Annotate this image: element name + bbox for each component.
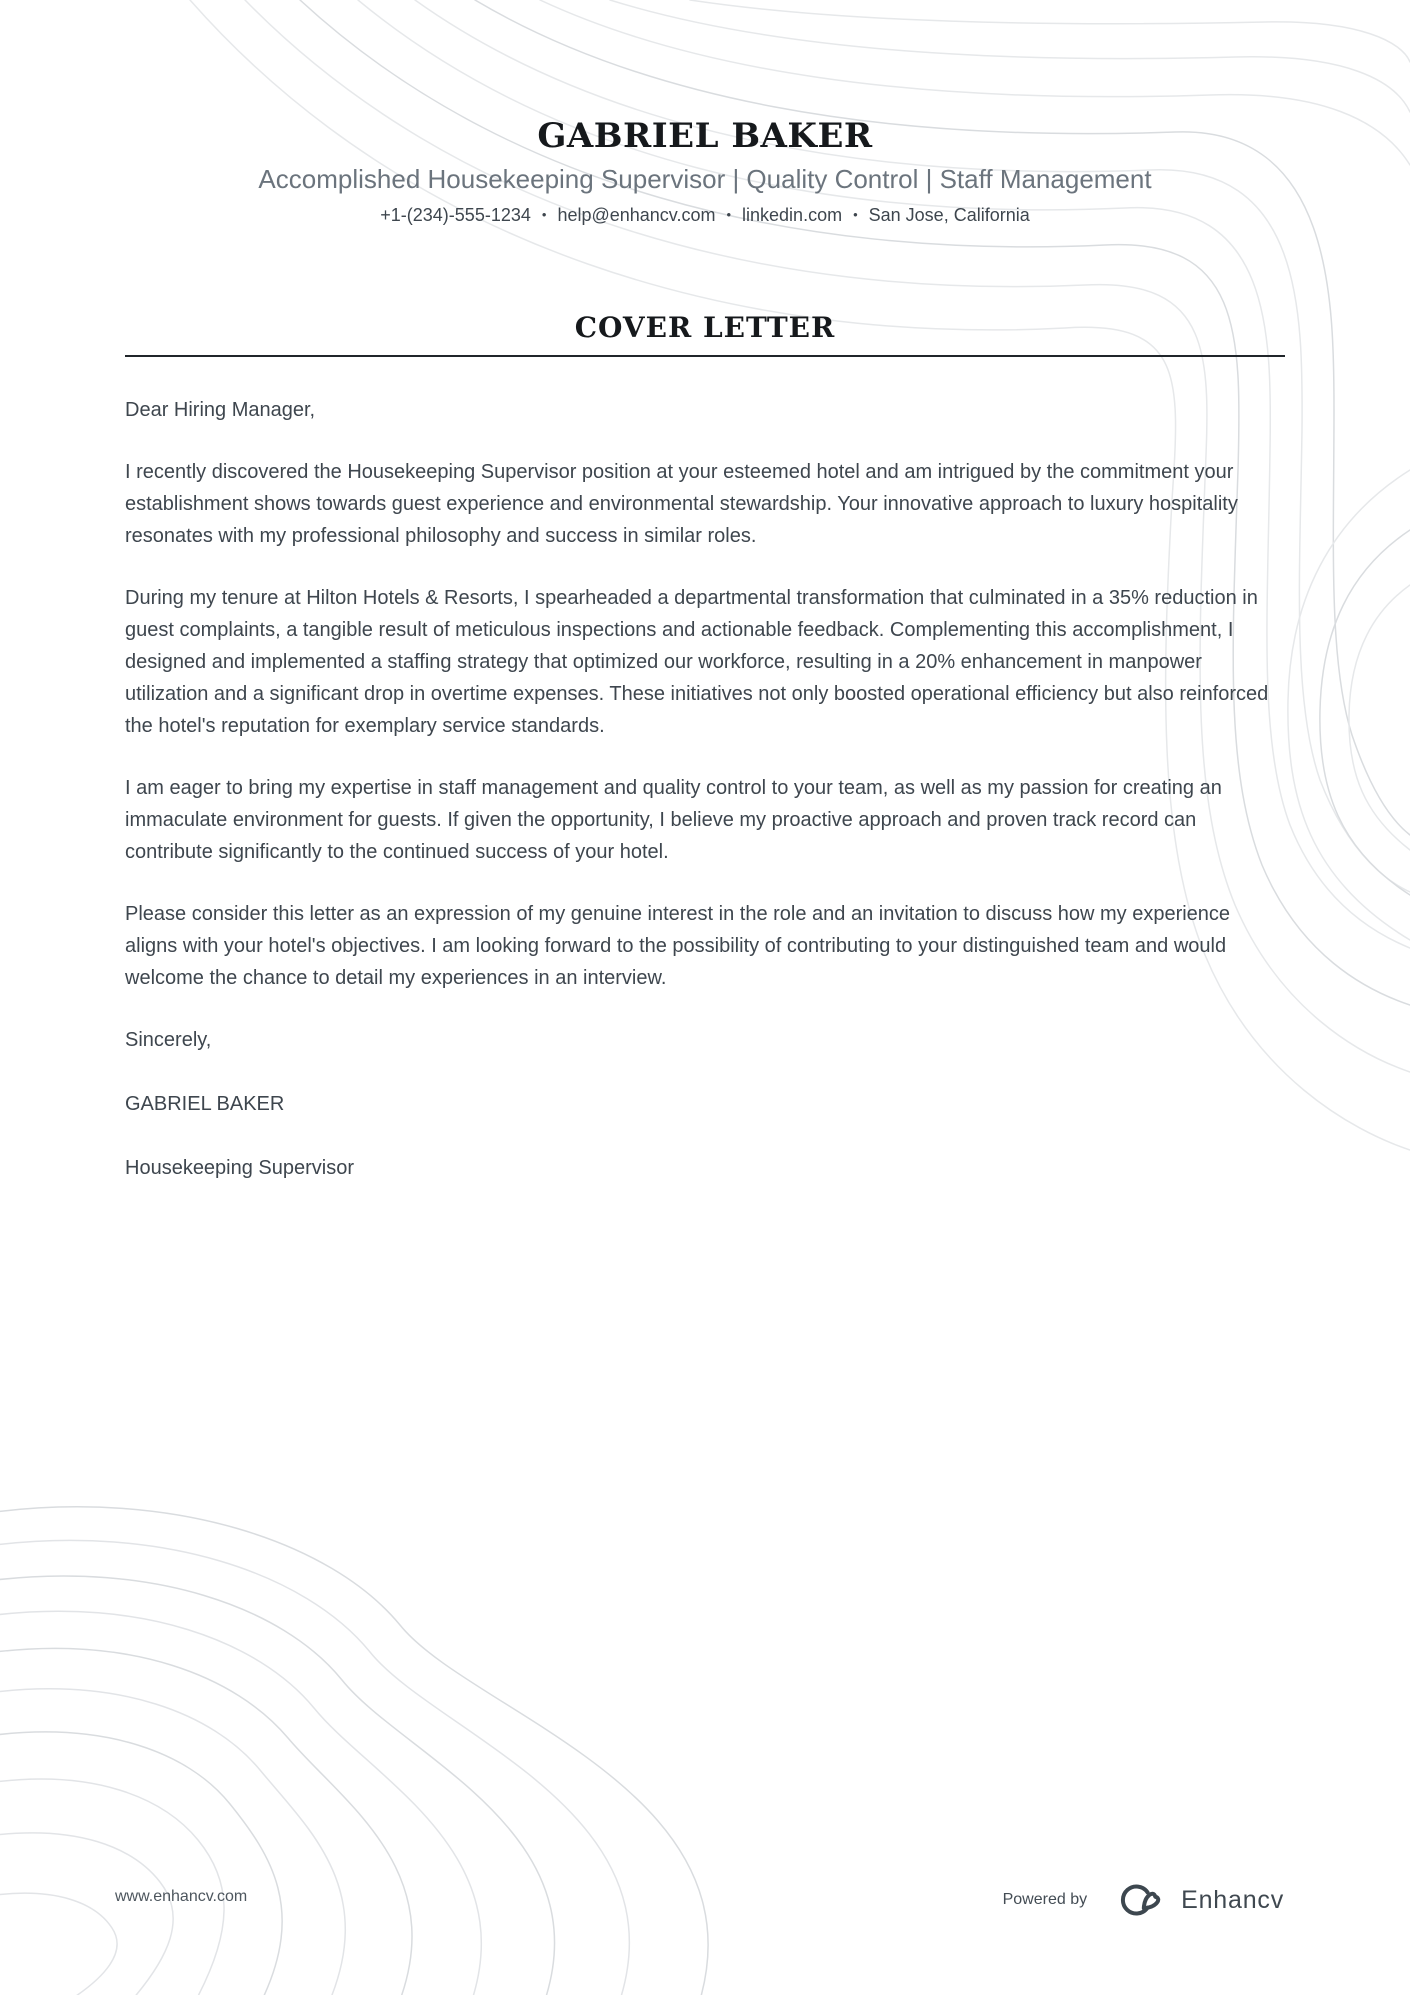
letter-paragraph: I am eager to bring my expertise in staff management and quality control to your team, as well as my passion for creating an immaculate environment for guests. If given the opportunity, I believe my proactive approach and proven track record can contribute significantly to the continued success of your hotel. [125, 777, 1222, 864]
contact-phone: +1-(234)-555-1234 [380, 204, 531, 225]
cover-letter-title: COVER LETTER [574, 310, 836, 344]
contact-email[interactable]: help@enhancv.com [557, 204, 716, 225]
letter-paragraph: Please consider this letter as an expression of my genuine interest in the role and an invitation to discuss how my experience aligns with your hotel's objectives. I am looking forward to the possibility of contributing to your distinguished team and would welcome the chance to detail my experiences in an interview. [125, 903, 1231, 990]
enhancv-logo-icon [1117, 1878, 1169, 1922]
contact-location: San Jose, California [868, 204, 1030, 225]
letter-header [125, 0, 1285, 227]
website-link[interactable]: www.enhancv.com [115, 1888, 248, 1905]
letter-paragraph: During my tenure at Hilton Hotels & Resorts, I spearheaded a departmental transformation that culminated in a 35% reduction in guest complaints, a tangible result of meticulous inspections and actionable feedback. Complementing this accomplishment, I designed and implemented a staffing strategy that optimized our workforce, resulting in a 20% enhancement in manpower utilization and a significant drop in overtime expenses. These initiatives not only boosted operational efficiency but also reinforced the hotel's reputation for exemplary service standards. [125, 587, 1269, 738]
signature-title: Housekeeping Supervisor [125, 1157, 355, 1180]
enhancv-wordmark: Enhancv [1181, 1885, 1284, 1914]
letter-content [125, 0, 1285, 1184]
contact-linkedin[interactable]: linkedin.com [742, 204, 843, 225]
bullet-separator-icon: • [853, 206, 858, 222]
signature-name: GABRIEL BAKER [125, 1093, 285, 1116]
letter-body [125, 394, 1285, 1184]
letter-paragraph: I recently discovered the Housekeeping Supervisor position at your esteemed hotel and am intrigued by the commitment your establishment shows towards guest experience and environmental stewardship. Your innovative approach to luxury hospitality resonates with my professional philosophy and success in similar roles. [125, 461, 1238, 548]
cover-letter-title-block [125, 311, 1285, 358]
candidate-name: GABRIEL BAKER [537, 116, 873, 156]
bullet-separator-icon: • [726, 206, 732, 222]
candidate-tagline: Accomplished Housekeeping Supervisor | Quality Control | Staff Management [258, 163, 1152, 194]
powered-by-label: Powered by [1002, 1891, 1088, 1908]
salutation: Dear Hiring Manager, [125, 399, 316, 422]
bullet-separator-icon: • [541, 206, 547, 222]
contact-line [125, 205, 1285, 227]
powered-by-block[interactable] [1003, 1872, 1284, 1928]
closing: Sincerely, [125, 1029, 212, 1052]
